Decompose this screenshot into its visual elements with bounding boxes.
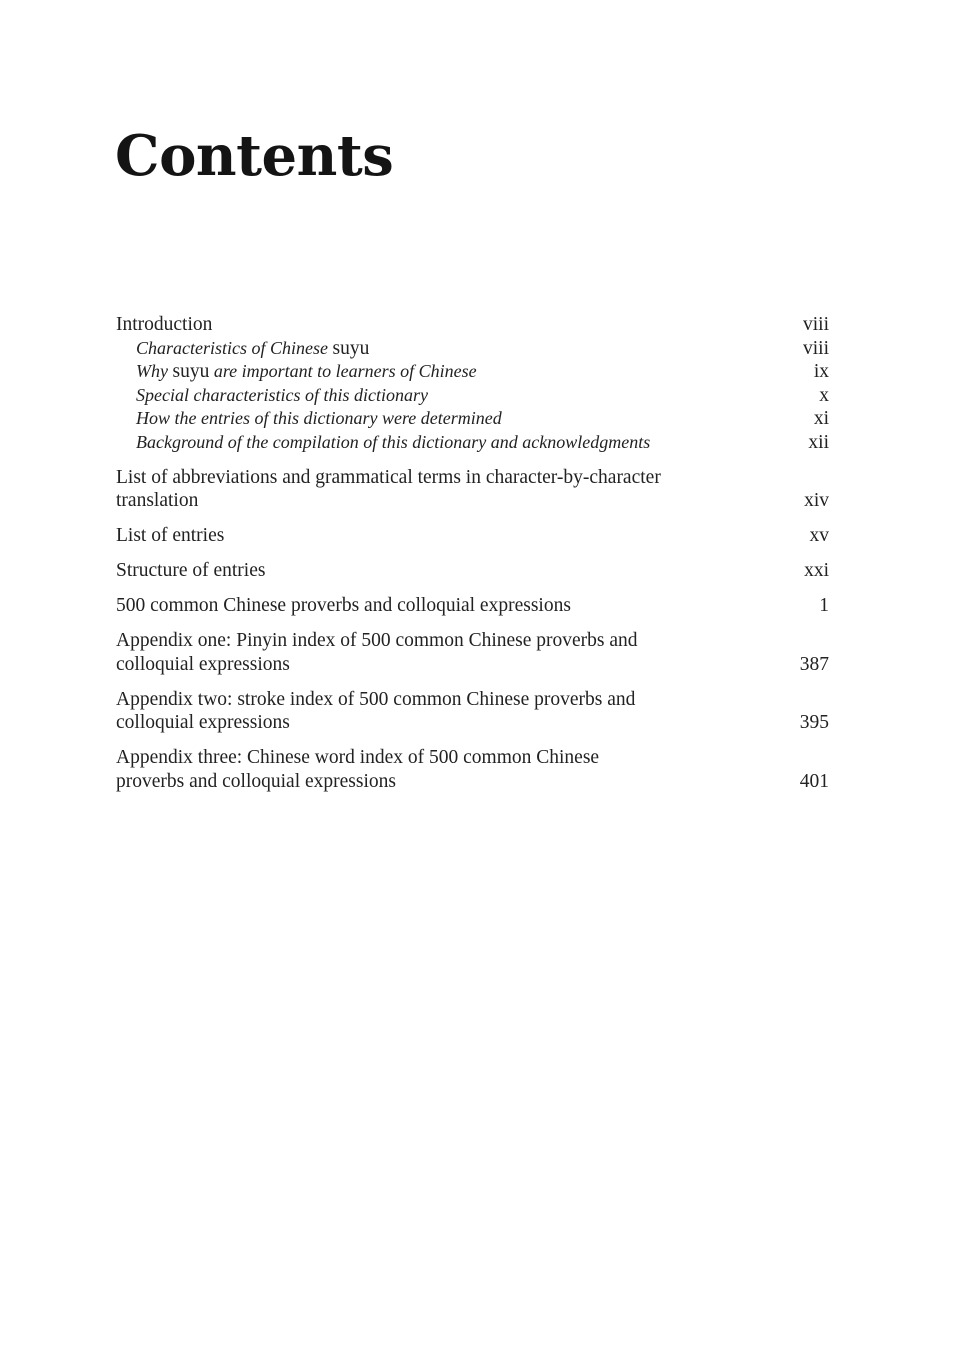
toc-entry-label: 500 common Chinese proverbs and colloquial expressions [116,595,571,616]
toc-page-number: xxi [804,560,829,581]
toc-entry-appendix-three[interactable] [116,746,829,793]
toc-page-number: xv [809,525,829,546]
toc-page-number: 387 [799,653,829,675]
toc-subentry-label [136,384,428,408]
italic-text: How the entries of this dictionary were determined [136,408,502,428]
toc-subentry-label [136,431,650,455]
toc-entry-line: colloquial expressions [116,712,290,733]
toc-entry-main-dictionary[interactable] [116,594,829,618]
toc-entry-line: translation [116,490,199,511]
toc-entry-structure-of-entries[interactable] [116,559,829,583]
toc-page-number: viii [802,314,829,335]
toc-entry-label: List of entries [116,525,225,546]
toc-page-number: 395 [799,712,829,733]
page-title: Contents [115,123,394,189]
toc-section-introduction [116,313,829,454]
toc-page-number: xii [808,431,829,453]
toc-page-number: xiv [804,490,829,511]
toc-entry-abbreviations[interactable] [116,466,829,513]
toc-entry-label [116,688,635,735]
toc-subentry-label [136,360,477,384]
toc-subentry[interactable] [116,360,829,384]
toc-entry-appendix-two[interactable] [116,688,829,735]
toc-entry-label [116,746,599,793]
toc-entry-line: List of abbreviations and grammatical terms in character-by-character [116,466,661,488]
toc-entry-line: Appendix three: Chinese word index of 500 common Chinese [116,747,600,768]
toc-entry-introduction[interactable] [116,313,829,337]
toc-entry-appendix-one[interactable] [116,629,829,676]
toc-entry-label: Introduction [116,314,213,335]
italic-text: Special characteristics of this dictionary [136,384,428,405]
toc-subentry[interactable] [116,431,829,455]
table-of-contents [116,313,829,805]
toc-subentry-label [136,337,369,361]
roman-text: suyu [172,361,210,382]
toc-page-number: 1 [819,595,829,616]
toc-entry-line: proverbs and colloquial expressions [116,770,396,792]
toc-subentry[interactable] [116,384,829,408]
toc-page-number: x [819,384,829,406]
italic-text: Characteristics of Chinese [136,337,333,358]
toc-entry-list-of-entries[interactable] [116,524,829,548]
toc-entry-label: Structure of entries [116,560,266,581]
toc-entry-label [116,629,638,676]
toc-page-number: xi [813,408,829,429]
toc-entry-label [116,466,661,513]
toc-page-number: ix [813,361,829,382]
toc-page-number: 401 [799,770,829,792]
toc-subentry[interactable] [116,337,829,361]
toc-subentry[interactable] [116,407,829,431]
toc-page-number: viii [802,337,829,359]
roman-text: suyu [332,337,370,359]
italic-text: are important to learners of Chinese [209,361,477,381]
toc-subentry-label [136,407,502,431]
toc-entry-line: Appendix two: stroke index of 500 common Chinese proverbs and [116,688,636,710]
toc-entry-line: colloquial expressions [116,653,290,675]
italic-text: Background of the compilation of this dictionary and acknowledgments [136,431,651,452]
italic-text: Why [136,361,173,381]
toc-entry-line: Appendix one: Pinyin index of 500 common Chinese proverbs and [116,630,638,651]
